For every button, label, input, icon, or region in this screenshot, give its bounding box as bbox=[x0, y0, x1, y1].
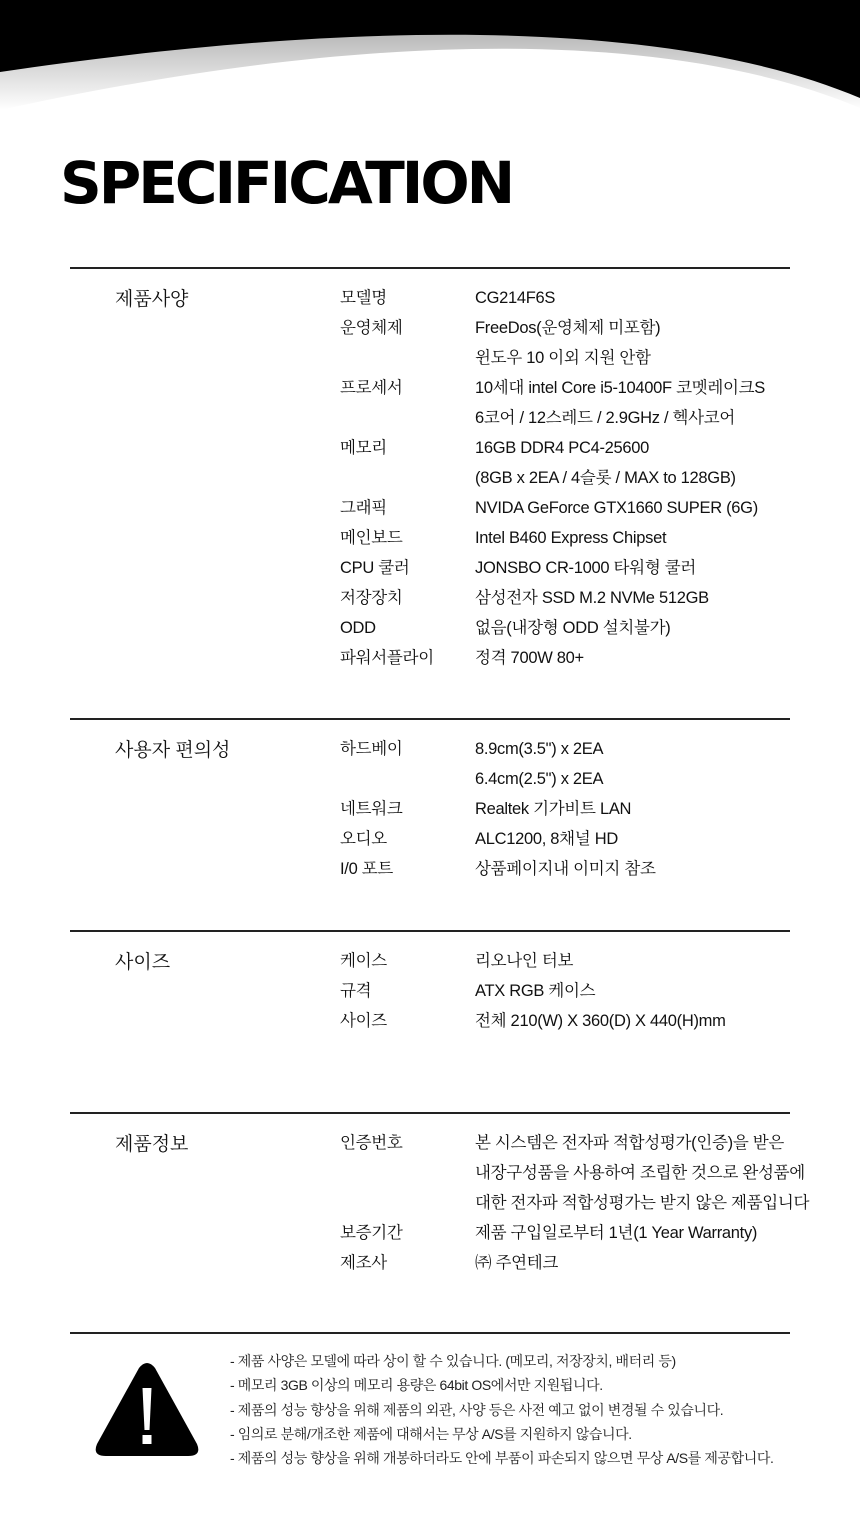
notice-list bbox=[230, 1349, 773, 1470]
spec-label: 메모리 bbox=[340, 439, 387, 457]
spec-row bbox=[70, 1218, 830, 1248]
spec-label: 제조사 bbox=[340, 1254, 387, 1272]
spec-label: 네트워크 bbox=[340, 800, 403, 818]
spec-label: 저장장치 bbox=[340, 589, 403, 607]
section-title: 사용자 편의성 bbox=[115, 740, 231, 761]
spec-rows bbox=[70, 283, 830, 673]
spec-row bbox=[70, 553, 830, 583]
spec-value: 본 시스템은 전자파 적합성평가(인증)을 받은 bbox=[475, 1134, 785, 1152]
spec-label: 메인보드 bbox=[340, 529, 403, 547]
spec-label: 프로세서 bbox=[340, 379, 403, 397]
spec-value: NVIDA GeForce GTX1660 SUPER (6G) bbox=[475, 499, 758, 517]
spec-row bbox=[70, 794, 830, 824]
spec-value: (8GB x 2EA / 4슬롯 / MAX to 128GB) bbox=[475, 469, 736, 487]
notice-item: - 메모리 3GB 이상의 메모리 용량은 64bit OS에서만 지원됩니다. bbox=[230, 1377, 603, 1394]
notice-item: - 제품의 성능 향상을 위해 제품의 외관, 사양 등은 사전 예고 없이 변경될 수 있습니다. bbox=[230, 1401, 724, 1418]
spec-value: Realtek 기가비트 LAN bbox=[475, 800, 632, 818]
spec-row bbox=[70, 1188, 830, 1218]
spec-value: FreeDos(운영체제 미포함) bbox=[475, 319, 661, 337]
spec-value: 8.9cm(3.5") x 2EA bbox=[475, 740, 604, 758]
spec-row bbox=[70, 1158, 830, 1188]
spec-label bbox=[70, 764, 475, 794]
spec-row bbox=[70, 1248, 830, 1278]
spec-value: 삼성전자 SSD M.2 NVMe 512GB bbox=[475, 589, 709, 607]
spec-value: 제품 구입일로부터 1년(1 Year Warranty) bbox=[475, 1224, 758, 1242]
spec-row bbox=[70, 343, 830, 373]
page-title: SPECIFICATION bbox=[60, 149, 513, 217]
spec-value: JONSBO CR-1000 타워형 쿨러 bbox=[475, 559, 697, 577]
spec-label: 오디오 bbox=[340, 830, 387, 848]
spec-label: 규격 bbox=[340, 982, 372, 1000]
spec-value: 상품페이지내 이미지 참조 bbox=[475, 860, 656, 878]
spec-label bbox=[70, 1188, 475, 1218]
spec-label bbox=[70, 463, 475, 493]
section-title: 제품정보 bbox=[115, 1134, 189, 1155]
spec-label: 케이스 bbox=[340, 952, 387, 970]
spec-value: 대한 전자파 적합성평가는 받지 않은 제품입니다 bbox=[475, 1194, 810, 1212]
spec-row bbox=[70, 1128, 830, 1158]
spec-row bbox=[70, 583, 830, 613]
spec-label: CPU 쿨러 bbox=[340, 559, 410, 577]
spec-label: 사이즈 bbox=[340, 1012, 387, 1030]
top-curved-banner bbox=[0, 0, 860, 110]
spec-value: 리오나인 터보 bbox=[475, 952, 574, 970]
spec-value: 윈도우 10 이외 지원 안함 bbox=[475, 349, 651, 367]
spec-label: 인증번호 bbox=[340, 1134, 403, 1152]
spec-row bbox=[70, 433, 830, 463]
notice-divider bbox=[70, 1332, 790, 1334]
spec-value: 없음(내장형 ODD 설치불가) bbox=[475, 619, 671, 637]
spec-value: Intel B460 Express Chipset bbox=[475, 529, 667, 547]
spec-row bbox=[70, 1006, 830, 1036]
spec-label: 그래픽 bbox=[340, 499, 387, 517]
spec-label: ODD bbox=[340, 619, 376, 637]
spec-row bbox=[70, 613, 830, 643]
spec-label: I/0 포트 bbox=[340, 860, 394, 878]
spec-row bbox=[70, 493, 830, 523]
spec-row bbox=[70, 643, 830, 673]
spec-row bbox=[70, 764, 830, 794]
spec-row bbox=[70, 313, 830, 343]
spec-value: 6.4cm(2.5") x 2EA bbox=[475, 770, 604, 788]
spec-value: ALC1200, 8채널 HD bbox=[475, 830, 618, 848]
spec-rows bbox=[70, 734, 830, 884]
spec-row bbox=[70, 824, 830, 854]
section-product-spec bbox=[70, 267, 790, 667]
spec-value: 16GB DDR4 PC4-25600 bbox=[475, 439, 650, 457]
spec-value: 전체 210(W) X 360(D) X 440(H)mm bbox=[475, 1012, 726, 1030]
spec-row bbox=[70, 946, 830, 976]
spec-value: ATX RGB 케이스 bbox=[475, 982, 596, 1000]
spec-rows bbox=[70, 946, 830, 1036]
section-size bbox=[70, 930, 790, 1030]
spec-row bbox=[70, 403, 830, 433]
spec-label: 운영체제 bbox=[340, 319, 403, 337]
spec-value: 내장구성품을 사용하여 조립한 것으로 완성품에 bbox=[475, 1164, 805, 1182]
spec-row bbox=[70, 734, 830, 764]
spec-value: CG214F6S bbox=[475, 289, 556, 307]
spec-label: 파워서플라이 bbox=[340, 649, 434, 667]
spec-label bbox=[70, 343, 475, 373]
spec-value: 정격 700W 80+ bbox=[475, 649, 584, 667]
warning-triangle-icon bbox=[94, 1360, 200, 1460]
notice-item: - 제품 사양은 모델에 따라 상이 할 수 있습니다. (메모리, 저장장치, 배터리 등) bbox=[230, 1353, 676, 1369]
spec-label: 보증기간 bbox=[340, 1224, 403, 1242]
section-title: 제품사양 bbox=[115, 289, 189, 310]
spec-label bbox=[70, 1158, 475, 1188]
spec-row bbox=[70, 373, 830, 403]
spec-value: 6코어 / 12스레드 / 2.9GHz / 헥사코어 bbox=[475, 409, 736, 427]
spec-rows bbox=[70, 1128, 830, 1278]
section-usability bbox=[70, 718, 790, 878]
notice-item: - 임의로 분해/개조한 제품에 대해서는 무상 A/S를 지원하지 않습니다. bbox=[230, 1425, 632, 1442]
spec-value: 10세대 intel Core i5-10400F 코멧레이크S bbox=[475, 379, 765, 397]
section-title: 사이즈 bbox=[115, 952, 171, 973]
spec-row bbox=[70, 283, 830, 313]
spec-row bbox=[70, 976, 830, 1006]
spec-label: 모델명 bbox=[340, 289, 387, 307]
spec-label bbox=[70, 403, 475, 433]
spec-label: 하드베이 bbox=[340, 740, 403, 758]
section-product-info bbox=[70, 1112, 810, 1272]
notice-item: - 제품의 성능 향상을 위해 개봉하더라도 안에 부품이 파손되지 않으면 무상 A/S를 제공합니다. bbox=[230, 1450, 774, 1467]
spec-row bbox=[70, 523, 830, 553]
spec-value: ㈜ 주연테크 bbox=[475, 1254, 559, 1272]
spec-row bbox=[70, 854, 830, 884]
spec-row bbox=[70, 463, 830, 493]
